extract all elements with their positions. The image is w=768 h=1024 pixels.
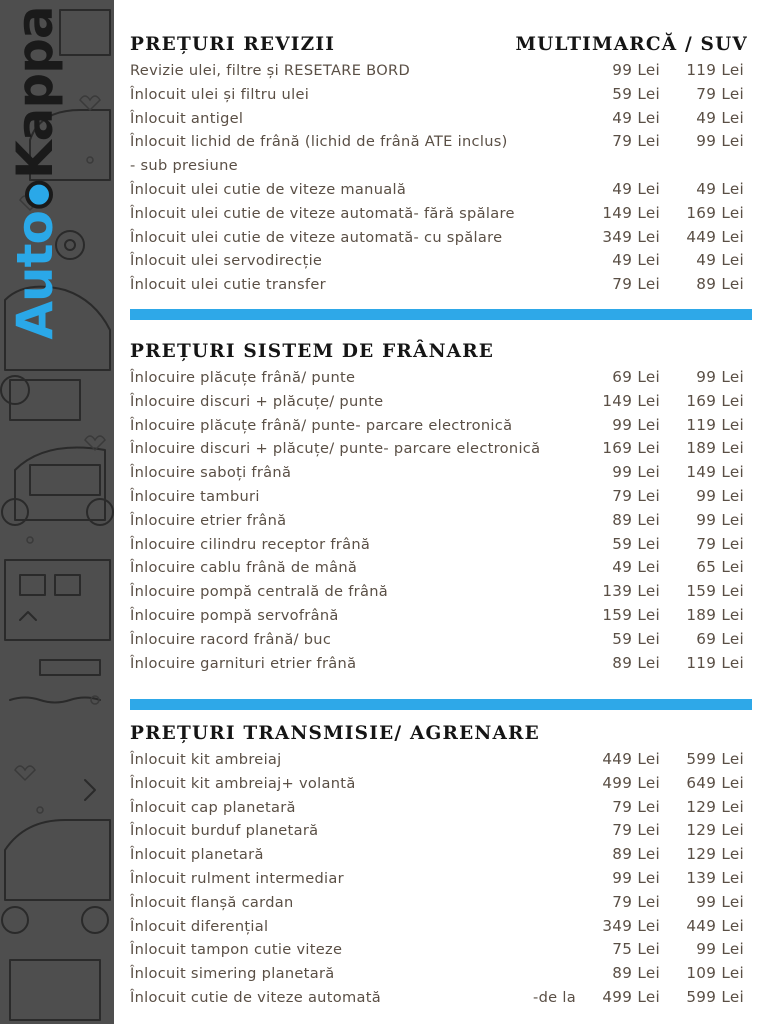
service-name: Înlocuire etrier frână	[130, 511, 287, 529]
price-row	[130, 652, 752, 676]
price-suv: 65 Lei	[696, 558, 744, 577]
price-suv: 129 Lei	[686, 845, 744, 864]
service-name: Înlocuit cap planetară	[130, 798, 296, 816]
price-row	[130, 962, 752, 986]
section-header	[130, 338, 752, 364]
section-title: PREȚURI SISTEM DE FRÂNARE	[130, 340, 495, 362]
price-row	[130, 938, 752, 962]
price-row	[130, 437, 752, 461]
section-header	[130, 720, 752, 746]
price-multimarca: 79 Lei	[612, 821, 660, 840]
price-multimarca: 49 Lei	[612, 558, 660, 577]
price-row	[130, 843, 752, 867]
price-multimarca: 349 Lei	[602, 916, 660, 935]
section-divider	[130, 309, 752, 320]
price-suv: 599 Lei	[686, 750, 744, 768]
price-row	[130, 107, 752, 131]
price-row	[130, 130, 752, 154]
price-suv: 449 Lei	[686, 916, 744, 935]
price-row	[130, 461, 752, 485]
price-row	[130, 604, 752, 628]
price-row	[130, 819, 752, 843]
price-row	[130, 796, 752, 820]
service-name: Înlocuire garnituri etrier frână	[130, 654, 357, 672]
price-multimarca: 75 Lei	[612, 940, 660, 959]
price-row	[130, 178, 752, 202]
service-name: Înlocuire tamburi	[130, 487, 260, 505]
price-suv: 189 Lei	[686, 605, 744, 624]
price-row	[130, 485, 752, 509]
service-name: Înlocuire cablu frână de mână	[130, 559, 358, 577]
price-suv: 149 Lei	[686, 463, 744, 482]
price-multimarca: 149 Lei	[602, 391, 660, 410]
price-suv: 49 Lei	[696, 179, 744, 198]
price-row	[130, 891, 752, 915]
price-rows	[130, 59, 752, 297]
section-title: PREȚURI TRANSMISIE/ AGRENARE	[130, 722, 540, 744]
price-multimarca: 149 Lei	[602, 203, 660, 222]
section-franare	[130, 338, 752, 675]
price-multimarca: 139 Lei	[602, 582, 660, 601]
price-row	[130, 867, 752, 891]
service-name: Înlocuit flanșă cardan	[130, 893, 294, 911]
price-row	[130, 915, 752, 939]
service-name: - sub presiune	[130, 157, 238, 175]
section-revizii	[130, 31, 752, 297]
service-name: Revizie ulei, filtre și RESETARE BORD	[130, 62, 410, 79]
service-name: Înlocuit antigel	[130, 109, 244, 127]
column-header-multimarca-suv: MULTIMARCĂ / SUV	[515, 33, 748, 55]
price-suv: 159 Lei	[686, 582, 744, 601]
price-multimarca: 99 Lei	[612, 61, 660, 79]
price-multimarca: 349 Lei	[602, 227, 660, 246]
service-name: Înlocuit diferențial	[130, 917, 269, 935]
price-multimarca: 59 Lei	[612, 629, 660, 648]
price-row-continuation	[130, 154, 752, 178]
price-row	[130, 249, 752, 273]
price-row	[130, 202, 752, 226]
service-name: Înlocuit ulei și filtru ulei	[130, 85, 310, 103]
price-suv: 99 Lei	[696, 132, 744, 151]
price-row	[130, 83, 752, 107]
service-name: Înlocuire plăcuțe frână/ punte	[130, 369, 356, 386]
price-suv: 49 Lei	[696, 108, 744, 127]
price-row	[130, 748, 752, 772]
price-suv: 79 Lei	[696, 84, 744, 103]
service-name: Înlocuit kit ambreiaj	[130, 751, 282, 768]
price-multimarca: 59 Lei	[612, 534, 660, 553]
price-suv: 89 Lei	[696, 275, 744, 294]
price-row	[130, 580, 752, 604]
logo-dot-icon	[25, 181, 53, 209]
price-suv: 69 Lei	[696, 629, 744, 648]
price-row	[130, 390, 752, 414]
price-multimarca: 89 Lei	[612, 845, 660, 864]
service-name: Înlocuit burduf planetară	[130, 822, 319, 840]
price-suv: 79 Lei	[696, 534, 744, 553]
service-name: Înlocuire saboți frână	[130, 464, 292, 482]
price-suv: 189 Lei	[686, 439, 744, 458]
price-multimarca: 89 Lei	[612, 964, 660, 983]
price-suv: 139 Lei	[686, 868, 744, 887]
price-multimarca: 99 Lei	[612, 463, 660, 482]
price-multimarca: 499 Lei	[602, 773, 660, 792]
price-multimarca: 499 Lei	[602, 987, 660, 1006]
price-suv: 599 Lei	[686, 987, 744, 1006]
price-multimarca: 89 Lei	[612, 510, 660, 529]
service-name: Înlocuire plăcuțe frână/ punte- parcare electronică	[130, 416, 513, 434]
logo-part-auto: Auto	[6, 210, 64, 340]
service-name: Înlocuit ulei cutie de viteze automată- fără spălare	[130, 204, 515, 222]
price-multimarca: 79 Lei	[612, 892, 660, 911]
price-multimarca: 79 Lei	[612, 275, 660, 294]
price-multimarca: 89 Lei	[612, 653, 660, 672]
price-multimarca: 49 Lei	[612, 179, 660, 198]
sidebar-doodle-panel	[0, 0, 114, 1024]
autokappa-logo	[6, 5, 64, 340]
price-row	[130, 986, 752, 1010]
service-name: Înlocuit kit ambreiaj+ volantă	[130, 774, 356, 792]
service-name: Înlocuit planetară	[130, 846, 264, 864]
price-row	[130, 772, 752, 796]
price-note: -de la	[533, 988, 576, 1006]
price-multimarca: 49 Lei	[612, 108, 660, 127]
price-row	[130, 556, 752, 580]
price-multimarca: 99 Lei	[612, 415, 660, 434]
price-suv: 129 Lei	[686, 821, 744, 840]
price-suv: 99 Lei	[696, 510, 744, 529]
price-suv: 129 Lei	[686, 797, 744, 816]
price-multimarca: 79 Lei	[612, 132, 660, 151]
price-multimarca: 169 Lei	[602, 439, 660, 458]
price-suv: 449 Lei	[686, 227, 744, 246]
price-row	[130, 226, 752, 250]
price-suv: 99 Lei	[696, 486, 744, 505]
price-suv: 119 Lei	[686, 415, 744, 434]
service-name: Înlocuire discuri + plăcuțe/ punte- parcare electronică	[130, 440, 541, 458]
price-row	[130, 59, 752, 83]
price-row	[130, 533, 752, 557]
price-multimarca: 49 Lei	[612, 251, 660, 270]
service-name: Înlocuire pompă servofrână	[130, 606, 339, 624]
service-name: Înlocuire pompă centrală de frână	[130, 583, 389, 601]
price-row	[130, 414, 752, 438]
price-rows	[130, 366, 752, 675]
price-suv: 169 Lei	[686, 203, 744, 222]
logo-part-kappa: Kappa	[6, 5, 64, 179]
service-name: Înlocuit lichid de frână (lichid de frână ATE inclus)	[130, 133, 508, 151]
service-name: Înlocuit cutie de viteze automată	[130, 988, 382, 1006]
price-multimarca: 79 Lei	[612, 486, 660, 505]
service-name: Înlocuit ulei cutie de viteze manuală	[130, 180, 407, 198]
price-suv: 109 Lei	[686, 964, 744, 983]
service-name: Înlocuit tampon cutie viteze	[130, 941, 343, 959]
price-suv: 119 Lei	[686, 61, 744, 79]
price-rows	[130, 748, 752, 1010]
price-row	[130, 509, 752, 533]
price-suv: 99 Lei	[696, 940, 744, 959]
service-name: Înlocuire racord frână/ buc	[130, 630, 332, 648]
section-title: PREȚURI REVIZII	[130, 33, 336, 55]
price-row	[130, 628, 752, 652]
service-name: Înlocuit ulei cutie de viteze automată- cu spălare	[130, 228, 503, 246]
price-suv: 49 Lei	[696, 251, 744, 270]
price-multimarca: 59 Lei	[612, 84, 660, 103]
price-suv: 169 Lei	[686, 391, 744, 410]
price-suv: 649 Lei	[686, 773, 744, 792]
price-suv: 119 Lei	[686, 653, 744, 672]
service-name: Înlocuit simering planetară	[130, 965, 335, 983]
price-multimarca: 99 Lei	[612, 868, 660, 887]
service-name: Înlocuit ulei servodirecție	[130, 252, 323, 270]
service-name: Înlocuire cilindru receptor frână	[130, 535, 371, 553]
section-header	[130, 31, 752, 57]
section-divider	[130, 699, 752, 710]
price-multimarca: 79 Lei	[612, 797, 660, 816]
price-multimarca: 159 Lei	[602, 605, 660, 624]
service-name: Înlocuit rulment intermediar	[130, 869, 344, 887]
price-row	[130, 366, 752, 390]
price-suv: 99 Lei	[696, 368, 744, 386]
price-multimarca: 69 Lei	[612, 368, 660, 386]
service-name: Înlocuit ulei cutie transfer	[130, 276, 326, 294]
section-transmisie	[130, 720, 752, 1010]
price-suv: 99 Lei	[696, 892, 744, 911]
price-multimarca: 449 Lei	[602, 750, 660, 768]
price-row	[130, 273, 752, 297]
service-name: Înlocuire discuri + plăcuțe/ punte	[130, 392, 384, 410]
